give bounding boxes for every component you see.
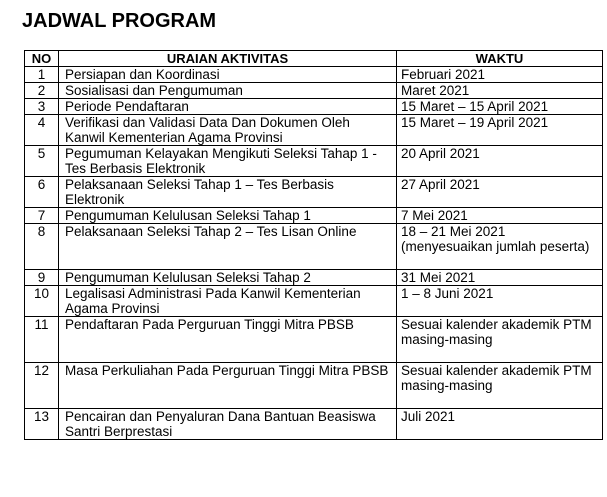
row-no: 2 [25, 83, 59, 99]
table-row [25, 409, 603, 440]
row-no: 6 [25, 177, 59, 208]
table-row [25, 224, 603, 270]
row-time: Juli 2021 [397, 409, 603, 440]
page-title: JADWAL PROGRAM [22, 10, 217, 32]
table-row [25, 83, 603, 99]
row-no: 9 [25, 270, 59, 286]
row-time: 7 Mei 2021 [397, 208, 603, 224]
row-activity: Verifikasi dan Validasi Data Dan Dokumen Oleh Kanwil Kementerian Agama Provinsi [59, 115, 397, 146]
table-row [25, 208, 603, 224]
row-activity: Pendaftaran Pada Perguruan Tinggi Mitra PBSB [59, 317, 397, 363]
row-time: Maret 2021 [397, 83, 603, 99]
row-no: 1 [25, 67, 59, 83]
table-row [25, 363, 603, 409]
row-activity: Persiapan dan Koordinasi [59, 67, 397, 83]
row-time: 18 – 21 Mei 2021 (menyesuaikan jumlah peserta) [397, 224, 603, 270]
header-no: NO [25, 51, 59, 67]
row-activity: Periode Pendaftaran [59, 99, 397, 115]
row-activity: Sosialisasi dan Pengumuman [59, 83, 397, 99]
row-no: 5 [25, 146, 59, 177]
table-row [25, 286, 603, 317]
row-activity: Pelaksanaan Seleksi Tahap 2 – Tes Lisan Online [59, 224, 397, 270]
row-time: Februari 2021 [397, 67, 603, 83]
row-activity: Pelaksanaan Seleksi Tahap 1 – Tes Berbasis Elektronik [59, 177, 397, 208]
row-time: 20 April 2021 [397, 146, 603, 177]
row-time: Sesuai kalender akademik PTM masing-masing [397, 317, 603, 363]
row-no: 10 [25, 286, 59, 317]
schedule-table [24, 50, 603, 440]
table-header-row [25, 51, 603, 67]
row-time: 27 April 2021 [397, 177, 603, 208]
table-row [25, 67, 603, 83]
row-time: 31 Mei 2021 [397, 270, 603, 286]
table-row [25, 270, 603, 286]
header-activity: URAIAN AKTIVITAS [59, 51, 397, 67]
header-time: WAKTU [397, 51, 603, 67]
row-time: 1 – 8 Juni 2021 [397, 286, 603, 317]
row-no: 13 [25, 409, 59, 440]
row-no: 12 [25, 363, 59, 409]
row-activity: Masa Perkuliahan Pada Perguruan Tinggi Mitra PBSB [59, 363, 397, 409]
table-row [25, 317, 603, 363]
row-time: 15 Maret – 19 April 2021 [397, 115, 603, 146]
row-activity: Legalisasi Administrasi Pada Kanwil Kementerian Agama Provinsi [59, 286, 397, 317]
table-row [25, 115, 603, 146]
row-no: 7 [25, 208, 59, 224]
row-activity: Pegumuman Kelayakan Mengikuti Seleksi Tahap 1 - Tes Berbasis Elektronik [59, 146, 397, 177]
row-no: 8 [25, 224, 59, 270]
row-no: 11 [25, 317, 59, 363]
table-row [25, 177, 603, 208]
row-activity: Pencairan dan Penyaluran Dana Bantuan Beasiswa Santri Berprestasi [59, 409, 397, 440]
row-time: Sesuai kalender akademik PTM masing-masing [397, 363, 603, 409]
row-activity: Pengumuman Kelulusan Seleksi Tahap 2 [59, 270, 397, 286]
row-no: 4 [25, 115, 59, 146]
row-no: 3 [25, 99, 59, 115]
row-time: 15 Maret – 15 April 2021 [397, 99, 603, 115]
table-row [25, 146, 603, 177]
table-row [25, 99, 603, 115]
row-activity: Pengumuman Kelulusan Seleksi Tahap 1 [59, 208, 397, 224]
